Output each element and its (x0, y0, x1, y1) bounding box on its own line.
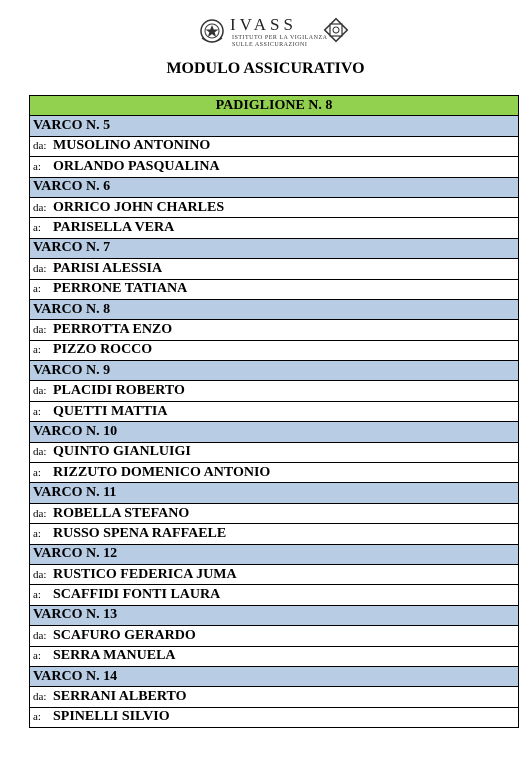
from-prefix: da: (33, 629, 47, 642)
range-start-row (30, 137, 518, 157)
range-start-name: SCAFURO GERARDO (53, 627, 196, 643)
from-prefix: da: (33, 323, 47, 336)
range-end-name: SCAFFIDI FONTI LAURA (53, 587, 221, 603)
italian-republic-emblem-icon (199, 16, 225, 46)
varco-row: VARCO N. 9 (30, 361, 518, 381)
to-prefix: a: (33, 283, 41, 296)
table-header: PADIGLIONE N. 8 (30, 96, 518, 116)
to-prefix: a: (33, 650, 41, 663)
range-start-row (30, 259, 518, 279)
logo-name: IVASS (230, 15, 297, 34)
range-end-row (30, 585, 518, 605)
varco-row: VARCO N. 14 (30, 667, 518, 687)
range-start-name: ORRICO JOHN CHARLES (53, 199, 225, 215)
range-end-name: ORLANDO PASQUALINA (53, 158, 220, 174)
from-prefix: da: (33, 446, 47, 459)
varco-row: VARCO N. 8 (30, 300, 518, 320)
range-end-row (30, 157, 518, 177)
range-end-row (30, 402, 518, 422)
range-start-row (30, 504, 518, 524)
range-start-name: PARISI ALESSIA (53, 260, 163, 276)
range-start-name: PERROTTA ENZO (53, 321, 173, 337)
range-end-name: PERRONE TATIANA (53, 281, 188, 297)
range-end-row (30, 280, 518, 300)
range-end-name: RUSSO SPENA RAFFAELE (53, 525, 227, 541)
logo-subtitle-line2: SULLE ASSICURAZIONI (232, 42, 308, 48)
from-prefix: da: (33, 691, 47, 704)
knot-emblem-icon (323, 17, 349, 45)
ivass-logo (199, 14, 349, 50)
range-start-row (30, 687, 518, 707)
varco-row: VARCO N. 11 (30, 483, 518, 503)
varco-row: VARCO N. 13 (30, 606, 518, 626)
from-prefix: da: (33, 507, 47, 520)
range-start-name: ROBELLA STEFANO (53, 505, 190, 521)
to-prefix: a: (33, 222, 41, 235)
to-prefix: a: (33, 466, 41, 479)
to-prefix: a: (33, 160, 41, 173)
to-prefix: a: (33, 711, 41, 724)
range-end-name: RIZZUTO DOMENICO ANTONIO (53, 464, 271, 480)
range-start-name: RUSTICO FEDERICA JUMA (53, 566, 237, 582)
from-prefix: da: (33, 262, 47, 275)
range-start-row (30, 381, 518, 401)
range-end-name: PIZZO ROCCO (53, 342, 153, 358)
from-prefix: da: (33, 568, 47, 581)
varco-row: VARCO N. 10 (30, 422, 518, 442)
range-start-row (30, 198, 518, 218)
range-end-row (30, 341, 518, 361)
from-prefix: da: (33, 140, 47, 153)
range-start-name: MUSOLINO ANTONINO (53, 138, 211, 154)
to-prefix: a: (33, 405, 41, 418)
page-title: MODULO ASSICURATIVO (166, 60, 365, 77)
range-end-row (30, 647, 518, 667)
range-start-name: QUINTO GIANLUIGI (53, 444, 191, 460)
to-prefix: a: (33, 344, 41, 357)
range-start-row (30, 626, 518, 646)
range-end-name: PARISELLA VERA (53, 220, 175, 236)
range-start-name: SERRANI ALBERTO (53, 689, 187, 705)
range-start-row (30, 565, 518, 585)
range-start-row (30, 443, 518, 463)
range-start-name: PLACIDI ROBERTO (53, 383, 185, 399)
range-end-row (30, 708, 518, 728)
range-end-name: QUETTI MATTIA (53, 403, 168, 419)
varco-row: VARCO N. 7 (30, 239, 518, 259)
range-end-name: SPINELLI SILVIO (53, 709, 170, 725)
varco-row: VARCO N. 5 (30, 116, 518, 136)
gate-table (29, 95, 519, 728)
range-start-row (30, 320, 518, 340)
to-prefix: a: (33, 589, 41, 602)
range-end-row (30, 463, 518, 483)
logo-subtitle-line1: ISTITUTO PER LA VIGILANZA (232, 35, 328, 41)
varco-row: VARCO N. 12 (30, 545, 518, 565)
range-end-row (30, 524, 518, 544)
from-prefix: da: (33, 201, 47, 214)
range-end-row (30, 218, 518, 238)
from-prefix: da: (33, 385, 47, 398)
range-end-name: SERRA MANUELA (53, 648, 176, 664)
varco-row: VARCO N. 6 (30, 178, 518, 198)
to-prefix: a: (33, 527, 41, 540)
